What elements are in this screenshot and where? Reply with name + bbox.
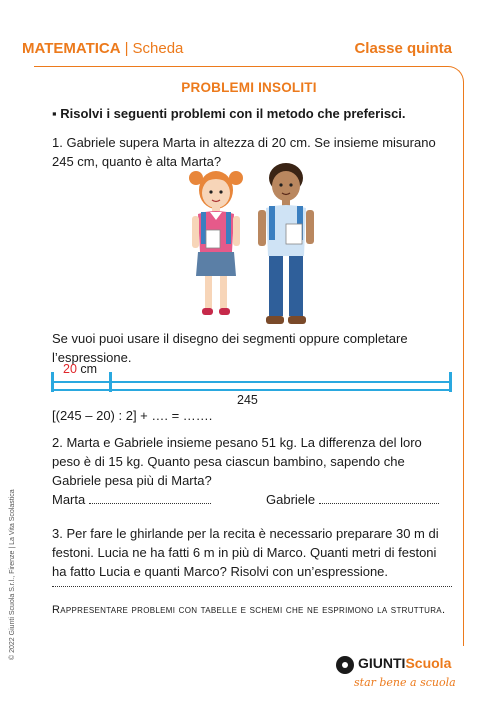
logo-brand (358, 655, 451, 671)
logo-tagline: star bene a scuola (354, 676, 456, 689)
class-label: Classe quinta (354, 40, 452, 57)
instruction: ▪ Risolvi i seguenti problemi con il metodo che preferisci. (52, 106, 406, 121)
answer-gabriele-blank[interactable] (319, 493, 439, 504)
short-segment-value: 20 (63, 362, 77, 376)
learning-goal: Rappresentare problemi con tabelle e schemi che ne esprimono la struttura. (52, 604, 446, 616)
logo-brand-accent: Scuola (405, 655, 452, 671)
header-left (22, 40, 183, 57)
expression: [(245 – 20) : 2] + …. = ……. (52, 408, 213, 423)
page-title: PROBLEMI INSOLITI (181, 80, 317, 95)
children-illustration (168, 160, 328, 330)
answer-line-3[interactable] (52, 586, 452, 587)
logo-brand-main: GIUNTI (358, 655, 406, 671)
answer-marta-label: Marta (52, 492, 86, 507)
answer-gabriele (266, 492, 439, 507)
header-separator: | (124, 40, 129, 57)
problem-1: 1. Gabriele supera Marta in altezza di 20 cm. Se insieme misurano 245 cm, quanto è alta Marta? (52, 135, 436, 169)
answer-gabriele-label: Gabriele (266, 492, 316, 507)
boy-figure (258, 163, 314, 324)
girl-figure (189, 171, 243, 315)
sheet-label: Scheda (132, 40, 184, 57)
segment-diagram (45, 360, 460, 410)
problem-2: 2. Marta e Gabriele insieme pesano 51 kg. La differenza del loro peso è di 15 kg. Quanto pesa ciascun bambino, sapendo che Gabriele pesa più di Marta? (52, 435, 422, 488)
answer-marta-blank[interactable] (89, 493, 211, 504)
short-segment-unit: cm (80, 362, 98, 376)
giunti-logo-mark (336, 656, 354, 674)
short-segment-label (63, 362, 97, 376)
copyright-sidebar: © 2022 Giunti Scuola S.r.l., Firenze | La Vita Scolastica (9, 489, 16, 660)
total-segment-label: 245 (237, 393, 258, 407)
subject-label: MATEMATICA (22, 40, 121, 57)
giunti-logo (336, 655, 476, 695)
problem-3: 3. Per fare le ghirlande per la recita è necessario preparare 30 m di festoni. Lucia ne ha fatti 6 m in più di Marco. Quanti metri di festoni ha fatto Lucia e quanti Marco? Risolvi con un’espressione. (52, 526, 439, 579)
segment-note: Se vuoi puoi usare il disegno dei segmenti oppure completare l’espressione. (52, 331, 408, 365)
answer-marta (52, 492, 211, 507)
